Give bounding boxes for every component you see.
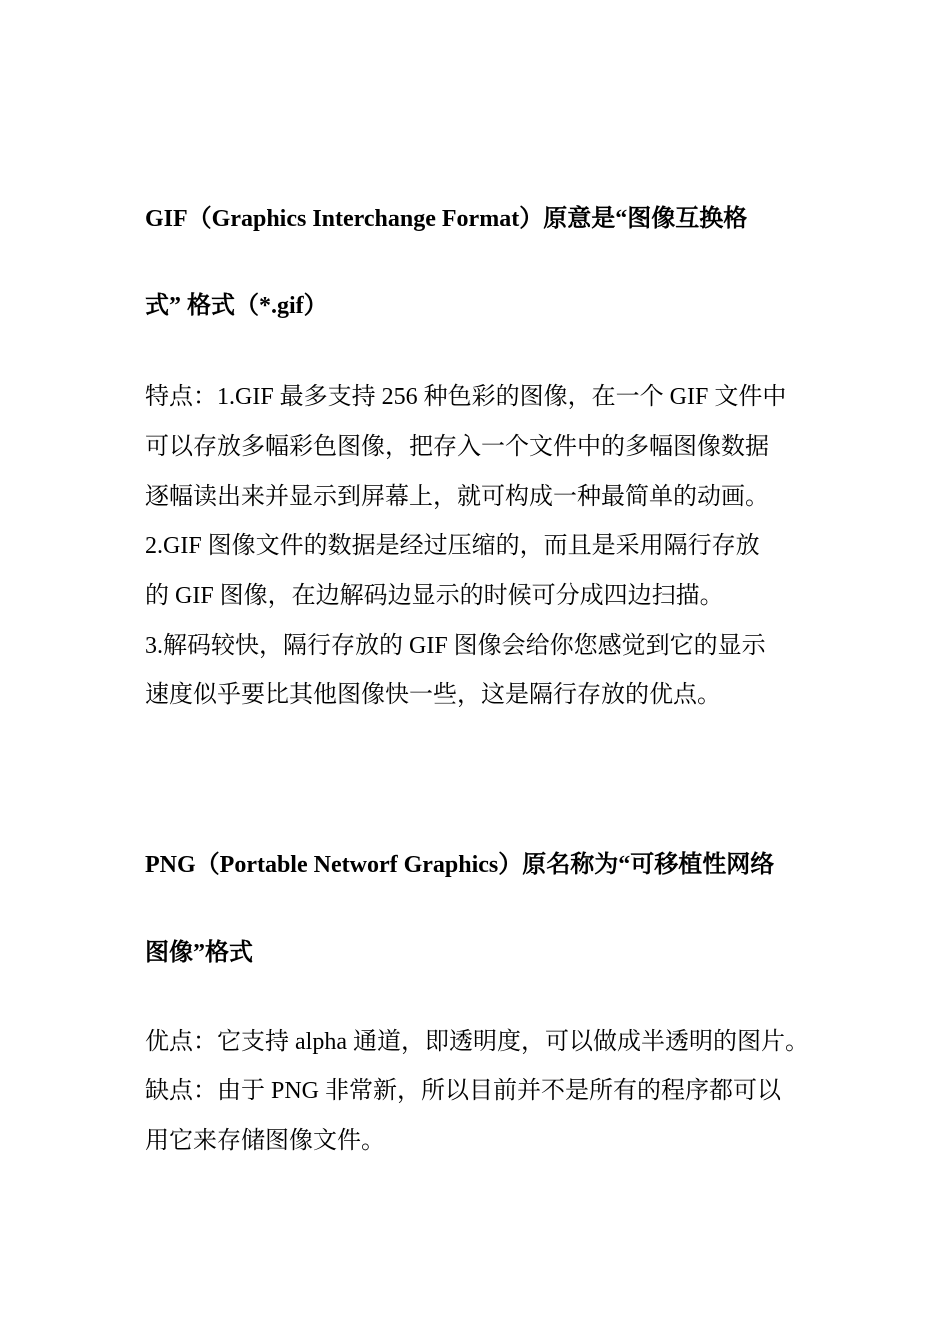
png-heading-line-1: PNG（Portable Networf Graphics）原名称为“可移植性网络: [145, 852, 775, 878]
gif-heading-line-2: 式” 格式（*.gif）: [145, 293, 328, 319]
gif-body-line-5: 的 GIF 图像，在边解码边显示的时候可分成四边扫描。: [145, 583, 724, 609]
png-body-line-1: 优点：它支持 alpha 通道，即透明度，可以做成半透明的图片。: [145, 1029, 809, 1055]
gif-body-line-2: 可以存放多幅彩色图像，把存入一个文件中的多幅图像数据: [145, 434, 769, 460]
gif-body-line-1: 特点：1.GIF 最多支持 256 种色彩的图像，在一个 GIF 文件中: [145, 384, 787, 410]
png-heading-line-2: 图像”格式: [145, 940, 253, 966]
gif-body-line-7: 速度似乎要比其他图像快一些，这是隔行存放的优点。: [145, 682, 721, 708]
gif-body-line-6: 3.解码较快，隔行存放的 GIF 图像会给你您感觉到它的显示: [145, 633, 766, 659]
png-body-line-3: 用它来存储图像文件。: [145, 1128, 385, 1154]
gif-heading-line-1: GIF（Graphics Interchange Format）原意是“图像互换格: [145, 206, 748, 232]
gif-body-line-4: 2.GIF 图像文件的数据是经过压缩的，而且是采用隔行存放: [145, 533, 760, 559]
gif-body-line-3: 逐幅读出来并显示到屏幕上，就可构成一种最简单的动画。: [145, 484, 769, 510]
png-body-line-2: 缺点：由于 PNG 非常新，所以目前并不是所有的程序都可以: [145, 1078, 782, 1104]
